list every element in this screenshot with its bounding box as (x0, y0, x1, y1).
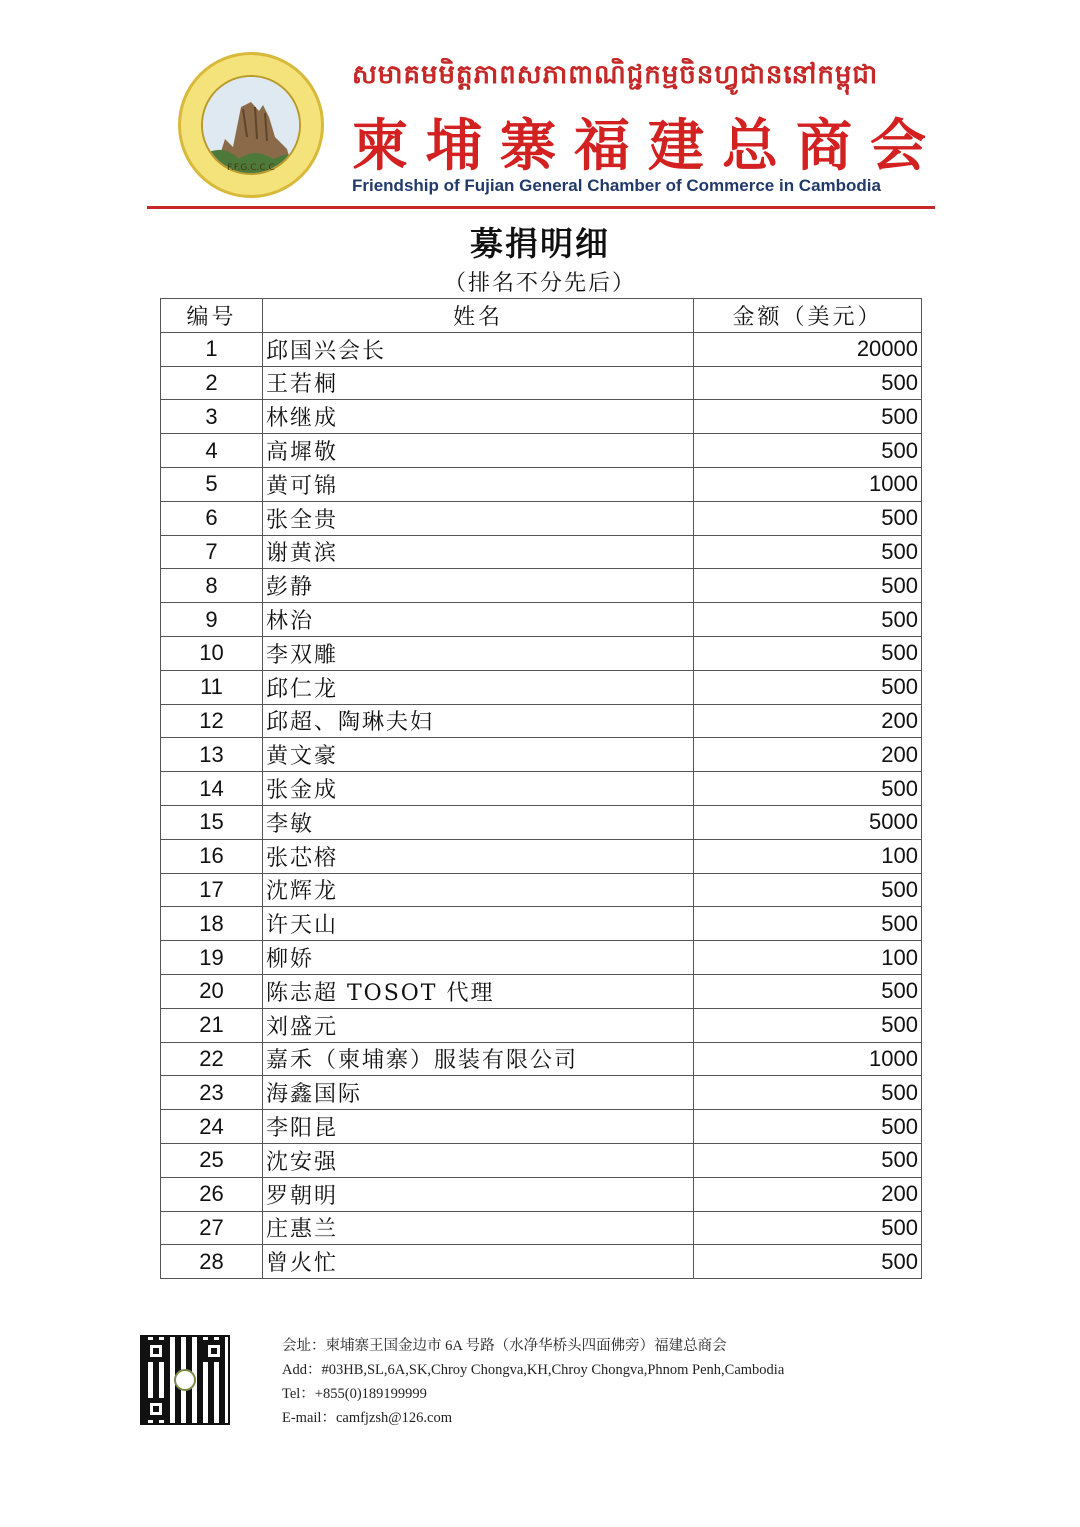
table-row (161, 839, 922, 873)
donor-name: 李阳昆 (263, 1110, 694, 1144)
donor-name: 庄惠兰 (263, 1211, 694, 1245)
column-header-amount: 金额（美元） (694, 299, 922, 333)
donation-amount: 500 (694, 873, 922, 907)
donor-number: 21 (161, 1008, 263, 1042)
logo-abbreviation: F.F.G.C.C.C (227, 163, 275, 173)
document-subtitle: （排名不分先后） (443, 271, 636, 296)
donation-amount: 500 (694, 772, 922, 806)
qr-finder-bottom-left (145, 1398, 167, 1420)
donor-name: 林治 (263, 603, 694, 637)
donation-rows (161, 332, 922, 1278)
donor-name: 高墀敬 (263, 434, 694, 468)
donation-amount: 500 (694, 670, 922, 704)
telephone: Tel：+855(0)189199999 (282, 1386, 427, 1402)
table-row (161, 907, 922, 941)
donation-amount: 500 (694, 1211, 922, 1245)
donor-name: 王若桐 (263, 366, 694, 400)
donor-number: 5 (161, 467, 263, 501)
wechat-qr-code (140, 1335, 230, 1425)
donation-amount: 500 (694, 636, 922, 670)
donor-name: 彭静 (263, 569, 694, 603)
donor-name: 海鑫国际 (263, 1076, 694, 1110)
donor-name: 谢黄滨 (263, 535, 694, 569)
table-row (161, 467, 922, 501)
donation-amount: 100 (694, 941, 922, 975)
table-row (161, 738, 922, 772)
donor-number: 28 (161, 1245, 263, 1279)
donation-amount: 500 (694, 434, 922, 468)
table-row (161, 1177, 922, 1211)
donation-amount: 500 (694, 1143, 922, 1177)
donation-amount: 500 (694, 603, 922, 637)
donor-name: 刘盛元 (263, 1008, 694, 1042)
donor-name: 柳娇 (263, 941, 694, 975)
document-title: 募捐明细 (470, 224, 610, 263)
donation-amount: 200 (694, 704, 922, 738)
donor-name: 黄文豪 (263, 738, 694, 772)
donation-amount: 500 (694, 366, 922, 400)
donation-amount: 1000 (694, 467, 922, 501)
donor-number: 25 (161, 1143, 263, 1177)
donation-amount: 500 (694, 1110, 922, 1144)
donor-number: 8 (161, 569, 263, 603)
donor-name: 张金成 (263, 772, 694, 806)
column-header-name: 姓名 (263, 299, 694, 333)
donor-number: 16 (161, 839, 263, 873)
qr-center-logo (174, 1369, 196, 1391)
donor-name: 黄可锦 (263, 467, 694, 501)
table-row (161, 805, 922, 839)
table-row (161, 636, 922, 670)
donation-amount: 500 (694, 569, 922, 603)
donor-number: 7 (161, 535, 263, 569)
donor-number: 3 (161, 400, 263, 434)
donor-number: 27 (161, 1211, 263, 1245)
donor-number: 2 (161, 366, 263, 400)
contact-info (282, 1334, 982, 1430)
table-row (161, 603, 922, 637)
donation-amount: 500 (694, 501, 922, 535)
donation-amount: 500 (694, 907, 922, 941)
table-row (161, 1143, 922, 1177)
logo-emblem (201, 75, 301, 175)
khmer-organization-name: សមាគមមិត្តភាពសភាពាណិជ្ជកម្មចិនហ្វូជាននៅកម្ពុជា (352, 60, 879, 90)
donation-amount: 500 (694, 400, 922, 434)
mountain-rock-icon (203, 77, 301, 175)
donor-number: 11 (161, 670, 263, 704)
donor-number: 18 (161, 907, 263, 941)
donor-number: 17 (161, 873, 263, 907)
donor-name: 嘉禾（柬埔寨）服装有限公司 (263, 1042, 694, 1076)
address-english: Add：#03HB,SL,6A,SK,Chroy Chongva,KH,Chroy Chongva,Phnom Penh,Cambodia (282, 1362, 785, 1378)
email: E-mail：camfjzsh@126.com (282, 1410, 452, 1426)
donor-number: 20 (161, 974, 263, 1008)
donation-amount: 1000 (694, 1042, 922, 1076)
donor-name: 许天山 (263, 907, 694, 941)
qr-finder-top-right (203, 1340, 225, 1362)
donor-name: 林继成 (263, 400, 694, 434)
table-row (161, 332, 922, 366)
donation-amount: 200 (694, 1177, 922, 1211)
table-row (161, 434, 922, 468)
donor-number: 26 (161, 1177, 263, 1211)
table-row (161, 1042, 922, 1076)
donor-number: 4 (161, 434, 263, 468)
table-row (161, 501, 922, 535)
donation-amount: 500 (694, 1076, 922, 1110)
chamber-logo (178, 52, 324, 198)
donation-amount: 500 (694, 1245, 922, 1279)
chinese-organization-name: 柬埔寨福建总商会 (352, 113, 944, 179)
table-row (161, 400, 922, 434)
donor-number: 23 (161, 1076, 263, 1110)
table-row (161, 1110, 922, 1144)
donation-amount: 100 (694, 839, 922, 873)
table-row (161, 941, 922, 975)
table-row (161, 1008, 922, 1042)
donor-name: 邱国兴会长 (263, 332, 694, 366)
donor-number: 10 (161, 636, 263, 670)
donation-amount: 500 (694, 974, 922, 1008)
donor-number: 9 (161, 603, 263, 637)
donation-amount: 200 (694, 738, 922, 772)
table-row (161, 772, 922, 806)
english-organization-name: Friendship of Fujian General Chamber of Commerce in Cambodia (352, 176, 881, 195)
donor-name: 罗朝明 (263, 1177, 694, 1211)
donor-name: 邱超、陶琳夫妇 (263, 704, 694, 738)
donor-number: 22 (161, 1042, 263, 1076)
donor-number: 1 (161, 332, 263, 366)
donor-name: 曾火忙 (263, 1245, 694, 1279)
donor-number: 14 (161, 772, 263, 806)
address-chinese: 会址：柬埔寨王国金边市 6A 号路（水净华桥头四面佛旁）福建总商会 (282, 1338, 727, 1354)
donor-number: 24 (161, 1110, 263, 1144)
table-row (161, 535, 922, 569)
table-row (161, 366, 922, 400)
donor-name: 陈志超 TOSOT 代理 (263, 974, 694, 1008)
table-row (161, 704, 922, 738)
table-row (161, 569, 922, 603)
table-row (161, 873, 922, 907)
donor-name: 张芯榕 (263, 839, 694, 873)
table-row (161, 1245, 922, 1279)
table-row (161, 1211, 922, 1245)
donation-amount: 500 (694, 1008, 922, 1042)
table-row (161, 1076, 922, 1110)
donor-name: 李敏 (263, 805, 694, 839)
donation-table (160, 298, 922, 1279)
donor-name: 邱仁龙 (263, 670, 694, 704)
donor-number: 6 (161, 501, 263, 535)
column-header-number: 编号 (161, 299, 263, 333)
donation-amount: 20000 (694, 332, 922, 366)
table-row (161, 974, 922, 1008)
donation-amount: 5000 (694, 805, 922, 839)
header-divider (147, 206, 935, 209)
donor-number: 12 (161, 704, 263, 738)
donor-name: 沈安强 (263, 1143, 694, 1177)
donor-number: 19 (161, 941, 263, 975)
donor-number: 15 (161, 805, 263, 839)
donor-number: 13 (161, 738, 263, 772)
donor-name: 张全贵 (263, 501, 694, 535)
donor-name: 李双雕 (263, 636, 694, 670)
qr-finder-top-left (145, 1340, 167, 1362)
donation-amount: 500 (694, 535, 922, 569)
donor-name: 沈辉龙 (263, 873, 694, 907)
table-row (161, 670, 922, 704)
table-header-row (161, 299, 922, 333)
